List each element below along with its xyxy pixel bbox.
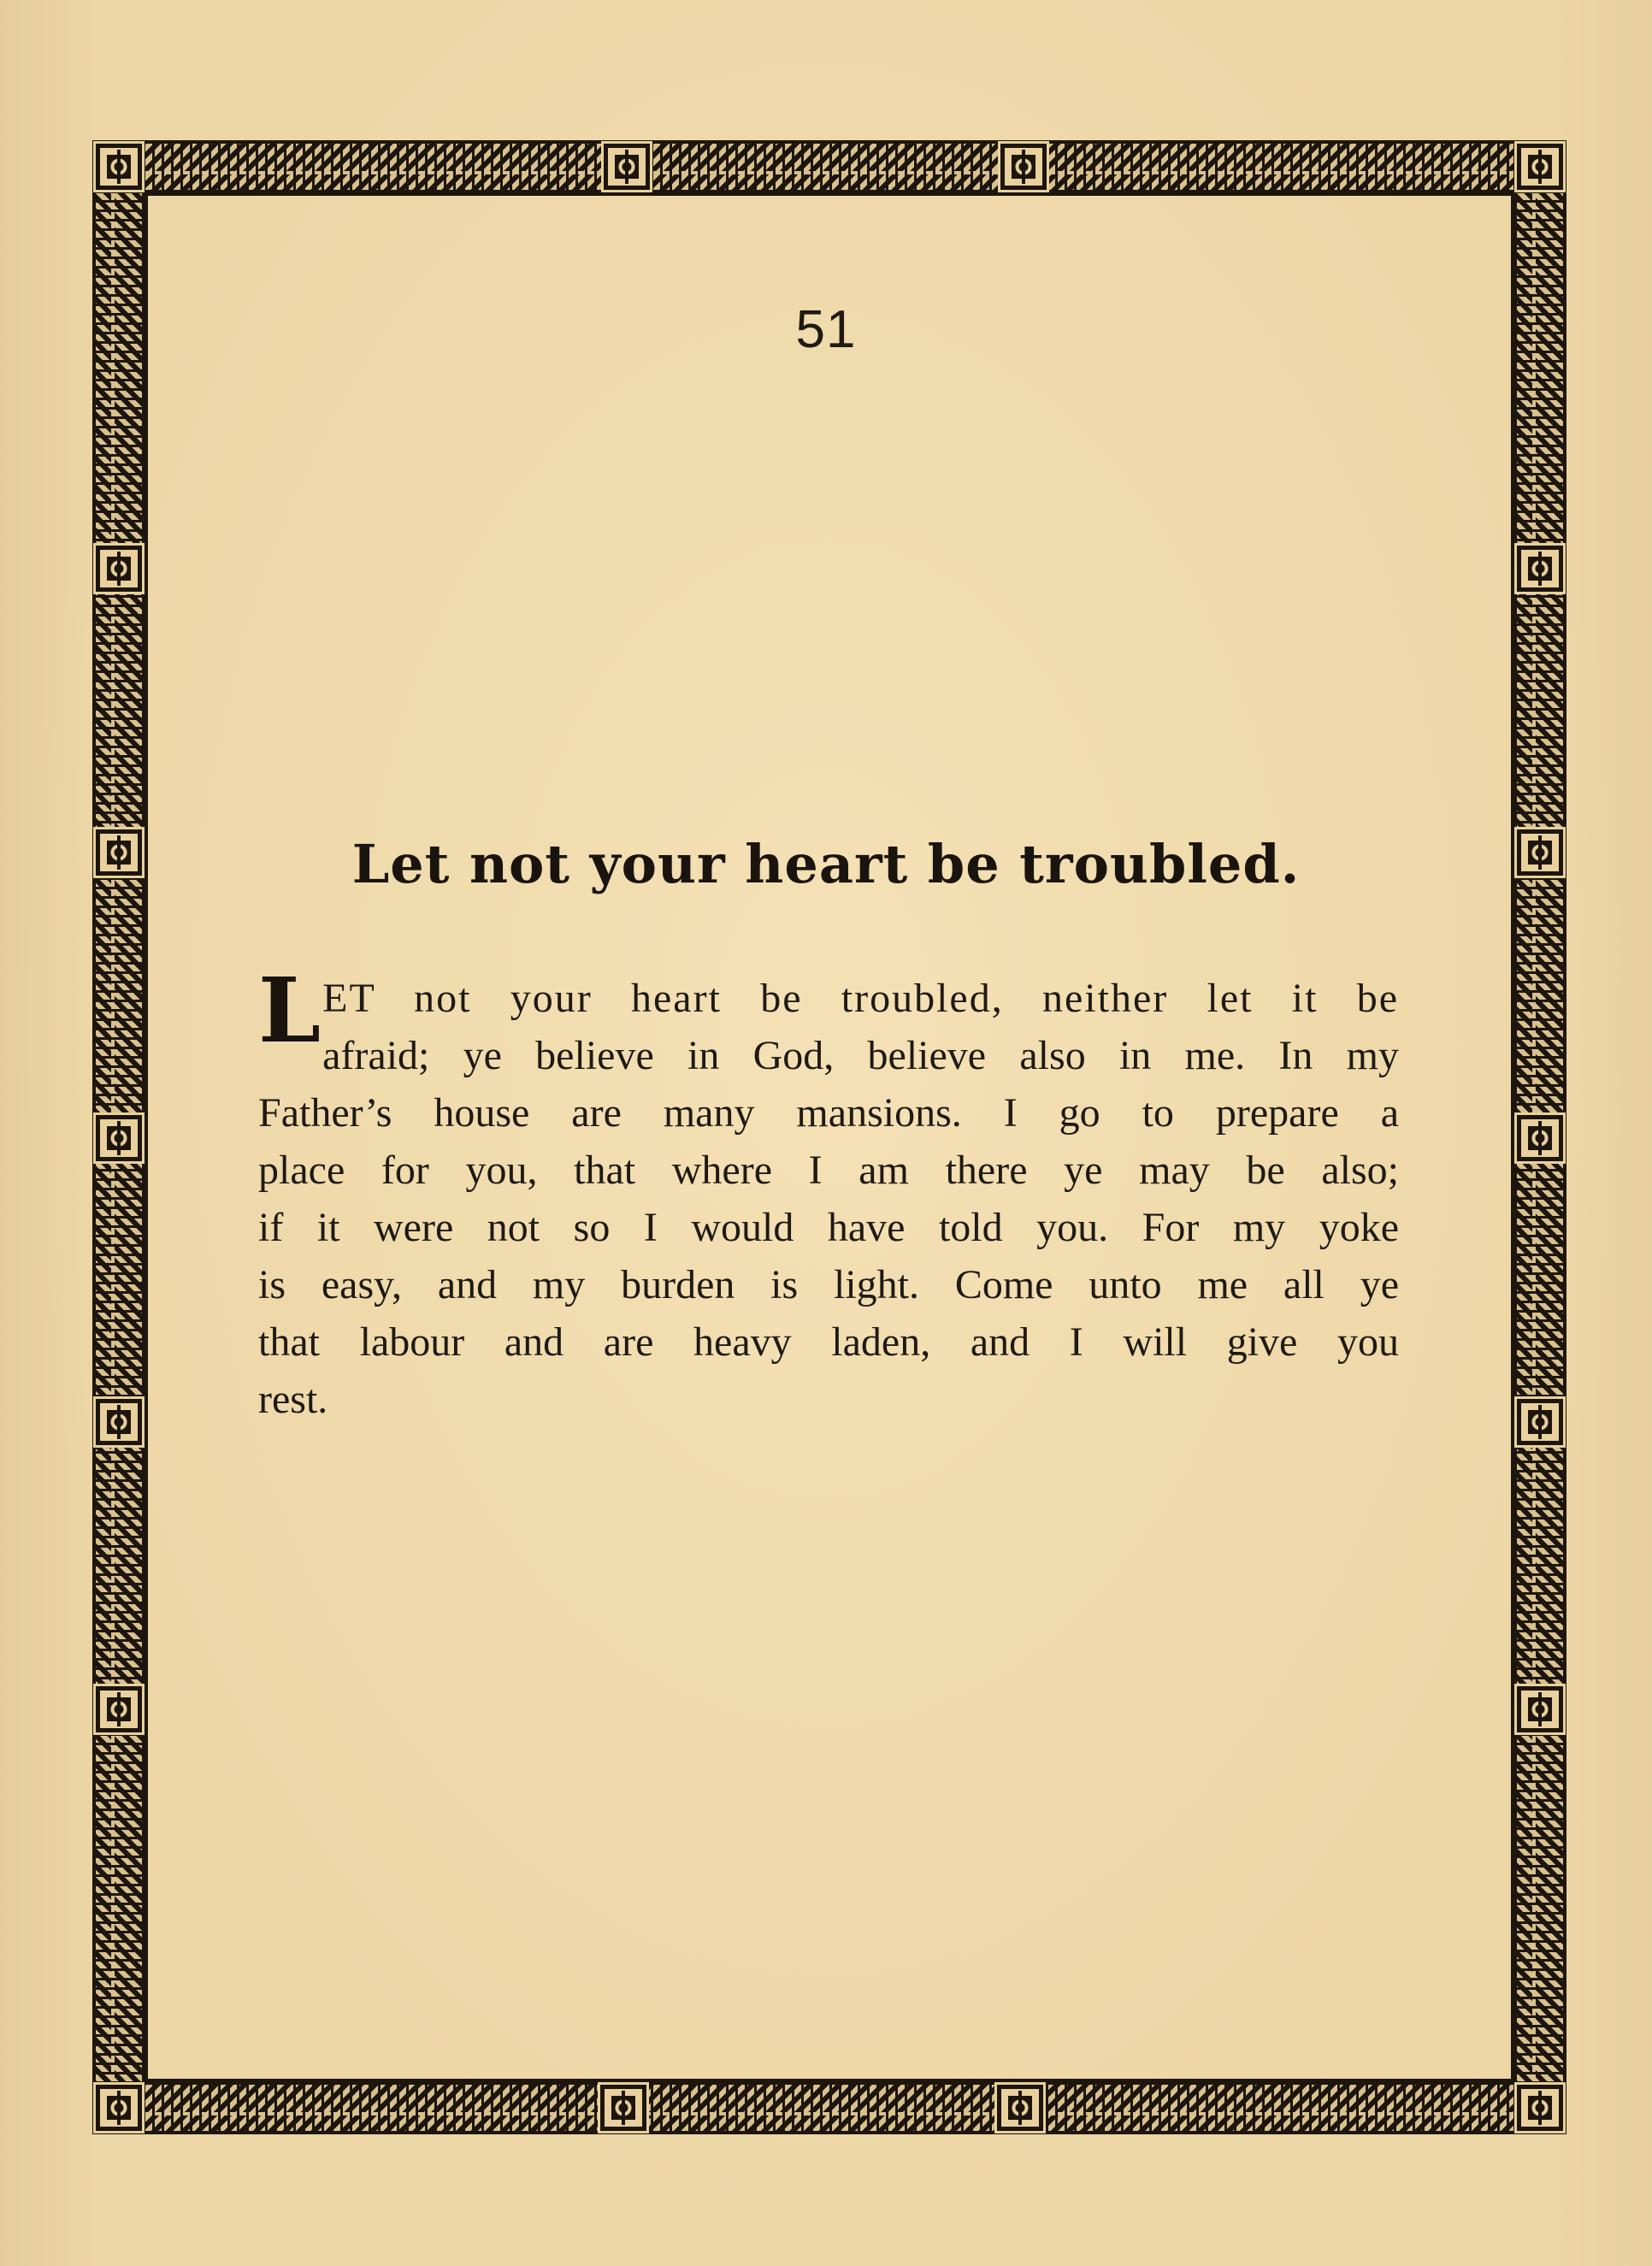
body-line: afraid; ye believe in God, believe also in me. In my bbox=[322, 1033, 1399, 1078]
border-bottom-band bbox=[92, 2081, 1566, 2134]
rosette-ornament bbox=[1517, 1399, 1563, 1445]
rosette-ornament bbox=[600, 2085, 646, 2131]
body-line: that labour and are heavy laden, and I will give you bbox=[258, 1319, 1399, 1365]
rosette-ornament bbox=[96, 144, 142, 190]
drop-cap: L bbox=[258, 958, 322, 1063]
rosette-ornament bbox=[96, 1686, 142, 1732]
body-paragraph bbox=[258, 958, 1399, 1428]
rosette-ornament bbox=[1000, 144, 1047, 190]
rosette-ornament bbox=[96, 1115, 142, 1161]
rosette-ornament bbox=[1517, 144, 1563, 190]
rosette-ornament bbox=[1517, 546, 1563, 592]
body-line: if it were not so I would have told you. For my yoke bbox=[258, 1205, 1399, 1250]
body-line: rest. bbox=[258, 1377, 328, 1422]
page-heading: Let not your heart be troubled. bbox=[351, 833, 1301, 895]
rosette-ornament bbox=[1517, 2085, 1563, 2131]
page-number: 51 bbox=[795, 300, 857, 359]
rosette-ornament bbox=[1517, 1115, 1563, 1161]
rosette-ornament bbox=[96, 546, 142, 592]
body-line: place for you, that where I am there ye may be also; bbox=[258, 1148, 1399, 1193]
rosette-ornament bbox=[1517, 1686, 1563, 1732]
body-line: ET not your heart be troubled, neither let it be bbox=[322, 976, 1399, 1021]
body-line: is easy, and my burden is light. Come unto me all ye bbox=[258, 1262, 1399, 1307]
rosette-ornament bbox=[997, 2085, 1043, 2131]
rosette-ornament bbox=[96, 1399, 142, 1445]
body-line: Father’s house are many mansions. I go to prepare a bbox=[258, 1090, 1399, 1136]
rosette-ornament bbox=[604, 144, 650, 190]
rosette-ornament bbox=[96, 2085, 142, 2131]
border-top-band bbox=[92, 140, 1566, 193]
